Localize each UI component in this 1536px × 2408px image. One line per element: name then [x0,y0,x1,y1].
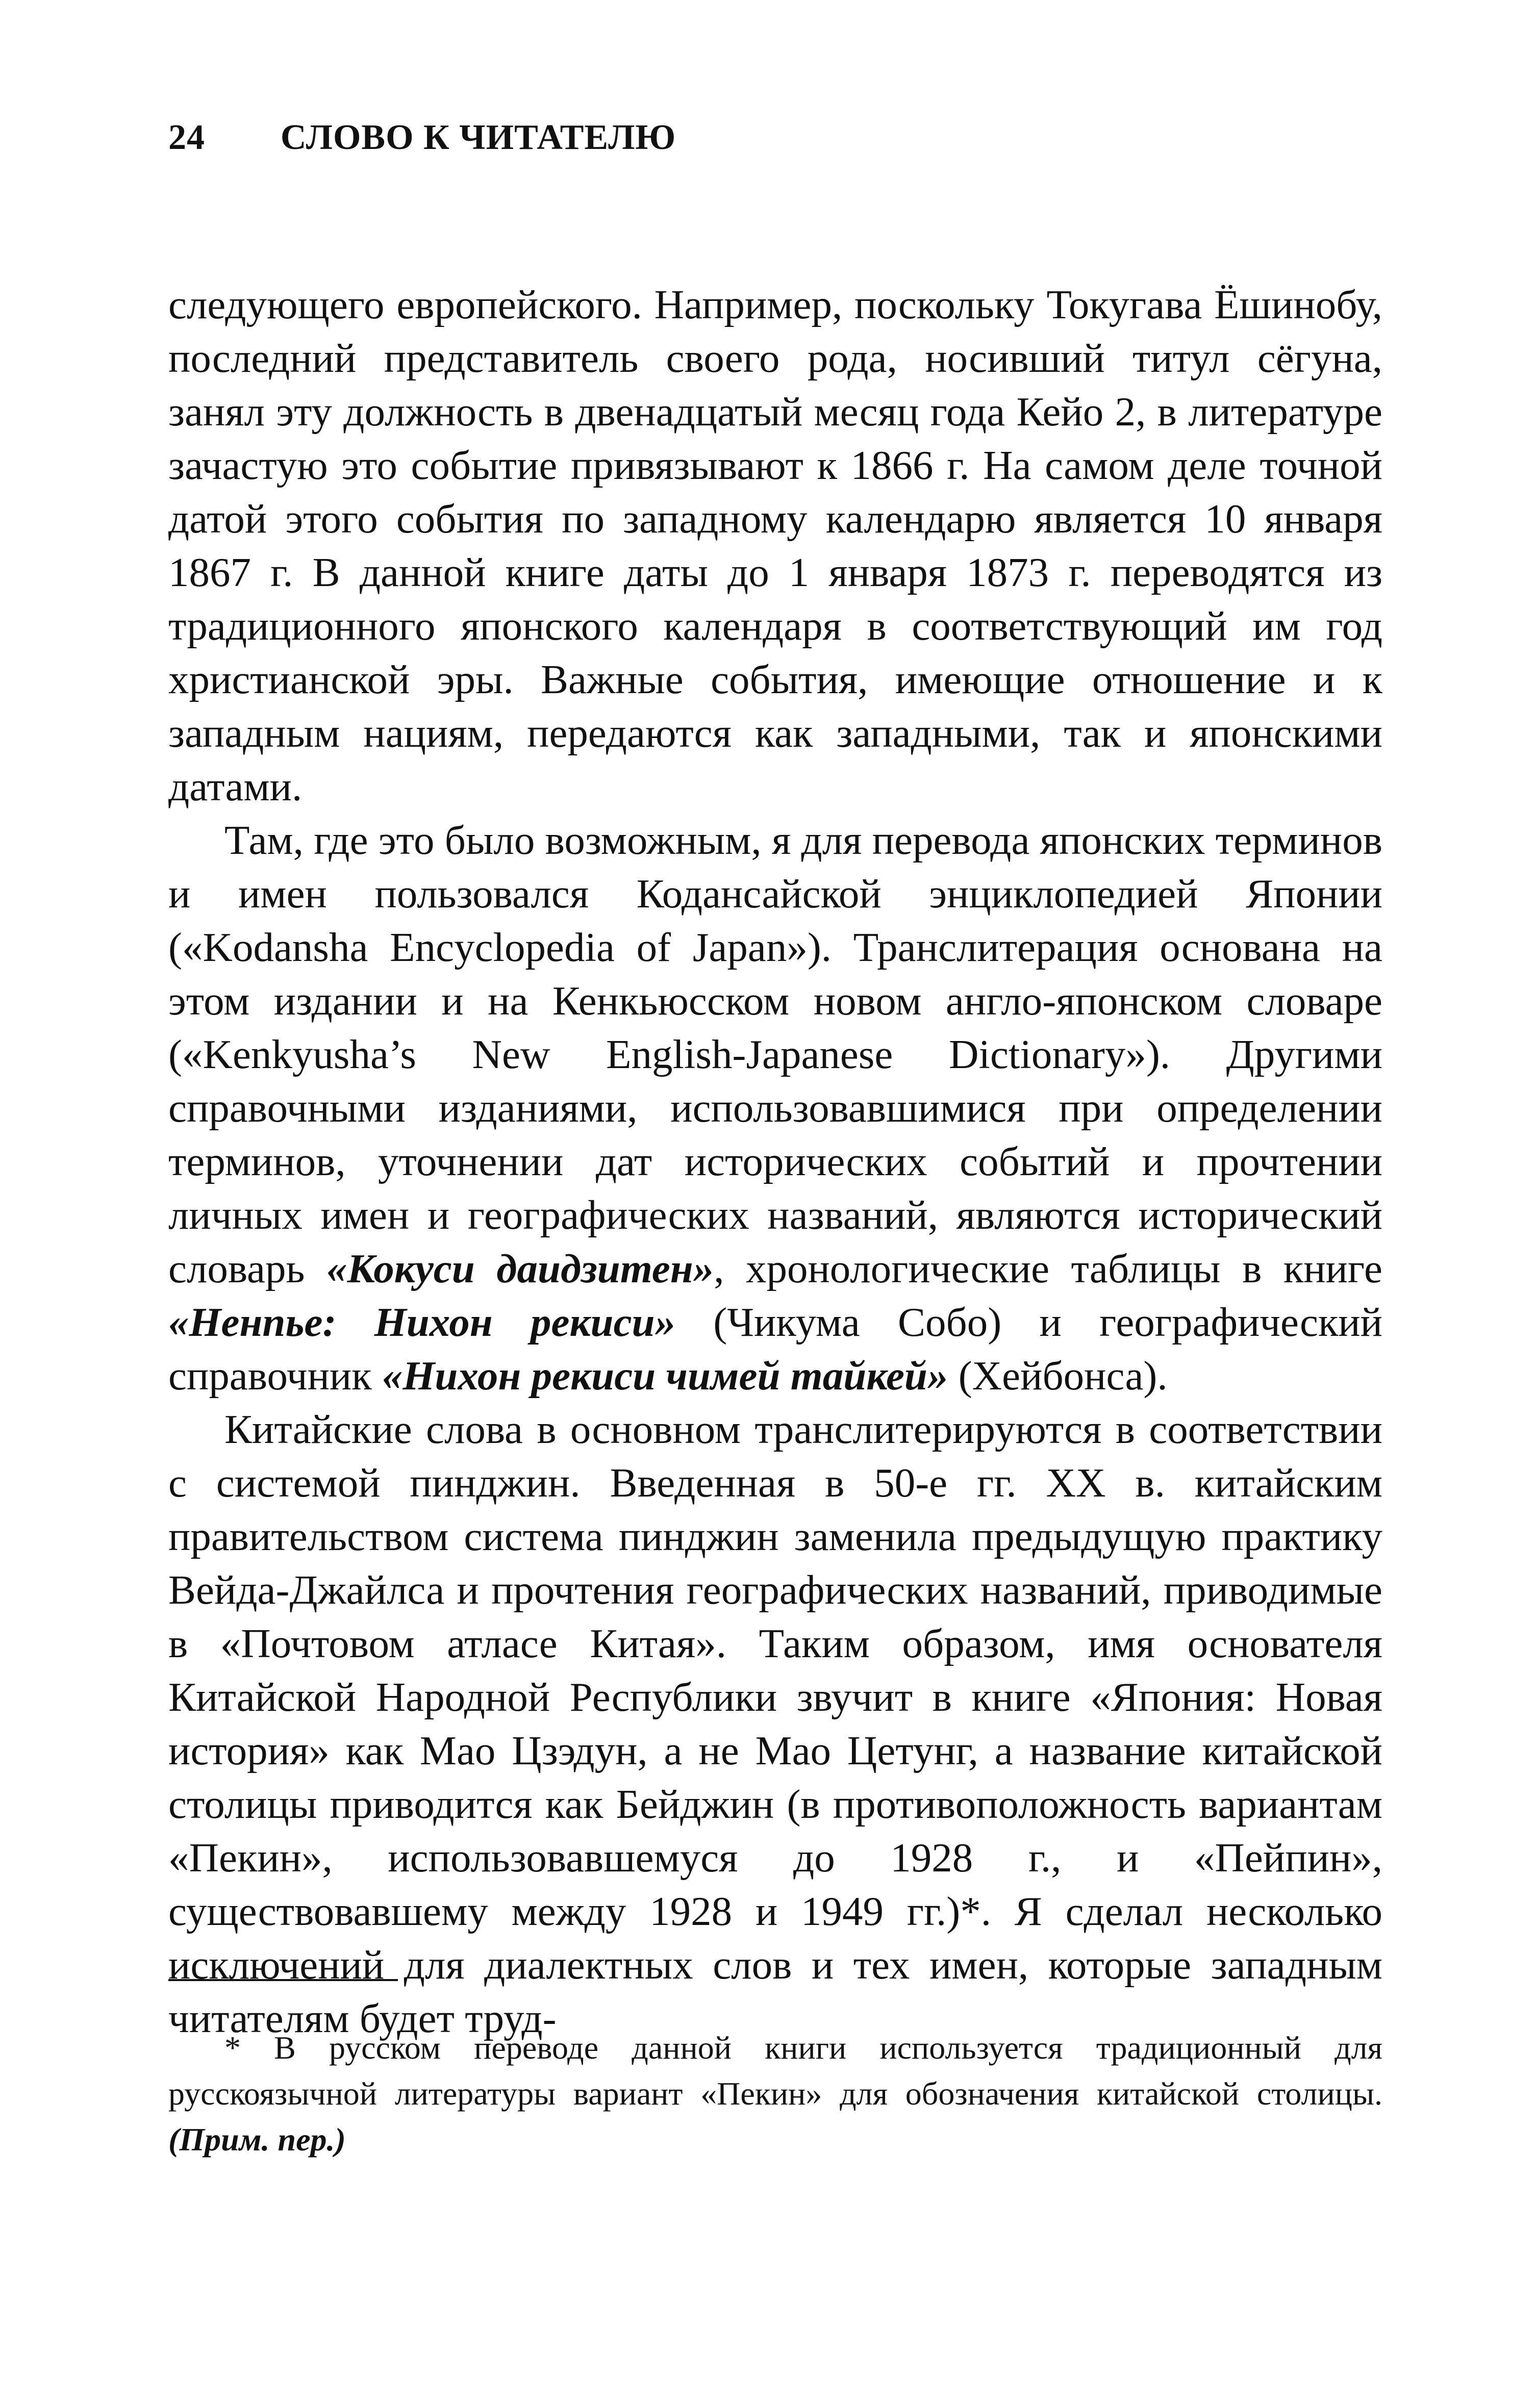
paragraph-2-text-3: (Чикума Собо) и географический справочник [168,1299,1382,1399]
book-title-nenpyo: «Ненпье: Нихон рекиси» [168,1299,676,1345]
book-title-chimei: «Нихон рекиси чимей тайкей» [382,1353,948,1399]
footnote-text: * В русском переводе данной книги используется традиционный для русскоязычной литературы вариант «Пекин» для обозначения китайской столицы. [168,2030,1382,2112]
book-title-kokushi: «Кокуси даидзитен» [326,1246,714,1291]
paragraph-2 [168,814,1382,1403]
paragraph-2-text-1: Там, где это было возможным, я для перевода японских терминов и имен пользовался Кодансайской энциклопедией Японии («Kodansha Encyclopedia of Japan»). Транслитерация основана на этом издании и на Кенкьюсском новом англо-японском словаре («Kenkyusha’s New English-Japanese Dictionary»). Другими справочными изданиями, использовавшимися при определении терминов, уточнении дат исторических событий и прочтении личных имен и географических названий, являются исторический словарь [168,817,1382,1291]
footnote-paragraph [168,2025,1382,2163]
translator-note: (Прим. пер.) [168,2121,346,2158]
running-head [168,117,1382,168]
paragraph-2-text-2: , хронологические таблицы в книге [714,1246,1382,1291]
page-number: 24 [168,118,205,157]
paragraph-3: Китайские слова в основном транслитерируются в соответствии с системой пинджин. Введенная в 50-е гг. XX в. китайским правительством система пинджин заменила предыдущую практику Вейда-Джайлса и прочтения географических названий, приводимые в «Почтовом атласе Китая». Таким образом, имя основателя Китайской Народной Республики звучит в книге «Япония: Новая история» как Мао Цзэдун, а не Мао Цетунг, а название китайской столицы приводится как Бейджин (в противоположность вариантам «Пекин», использовавшемуся до 1928 г., и «Пейпин», существовавшему между 1928 и 1949 гг.)*. Я сделал несколько исключений для диалектных слов и тех имен, которые западным читателям будет труд- [168,1406,1382,2041]
paragraph-1: следующего европейского. Например, поскольку Токугава Ёшинобу, последний представитель своего рода, носивший титул сёгуна, занял эту должность в двенадцатый месяц года Кейо 2, в литературе зачастую это событие привязывают к 1866 г. На самом деле точной датой этого события по западному календарю является 10 января 1867 г. В данной книге даты до 1 января 1873 г. переводятся из традиционного японского календаря в соответствующий им год христианской эры. Важные события, имеющие отношение и к западным нациям, передаются как западными, так и японскими датами. [168,282,1382,809]
book-page [168,117,1382,2158]
footnote-divider [168,1979,398,1981]
paragraph-2-text-4: (Хейбонса). [948,1353,1168,1399]
footnote [168,2025,1382,2163]
section-title: СЛОВО К ЧИТАТЕЛЮ [281,118,676,157]
body-text [168,278,1382,2045]
